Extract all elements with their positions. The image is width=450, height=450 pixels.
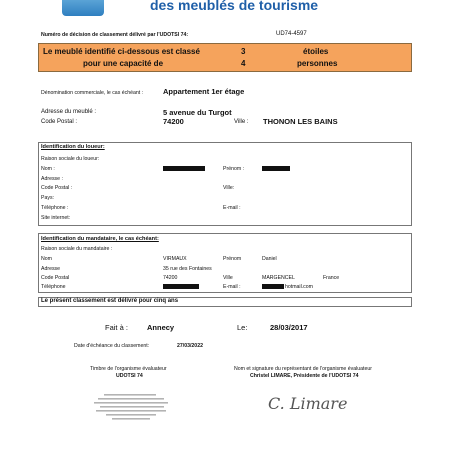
loueur-pays-label: Pays:	[41, 195, 54, 201]
mandataire-pays-value: France	[323, 275, 340, 281]
stamp-line	[106, 414, 156, 416]
stamp-lines	[94, 394, 168, 420]
loueur-prenom-redacted	[262, 166, 290, 171]
stamp-line	[98, 398, 164, 400]
loueur-cp-label: Code Postal :	[41, 185, 73, 191]
denomination-label: Dénomination commerciale, le cas échéant :	[41, 90, 144, 96]
loueur-nom-label: Nom :	[41, 166, 55, 172]
stamp-line	[112, 418, 150, 420]
official-stamp	[76, 392, 196, 426]
classement-capacity-unit: personnes	[297, 59, 338, 68]
decision-label: Numéro de décision de classement délivré par l'UDOTSI 74:	[41, 32, 189, 38]
udotsi-logo	[62, 0, 104, 16]
cp-meuble-value: 74200	[163, 117, 184, 126]
stamp-line	[100, 406, 164, 408]
stamp-line	[94, 402, 168, 404]
ville-meuble-value: THONON LES BAINS	[263, 117, 338, 126]
timbre-org: UDOTSI 74	[116, 373, 143, 379]
classement-capacity-value: 4	[241, 59, 246, 68]
classement-stars-unit: étoiles	[303, 47, 329, 56]
fait-date-label: Le:	[237, 323, 248, 332]
classement-line2: pour une capacité de	[83, 59, 164, 68]
loueur-site-label: Site internet:	[41, 215, 71, 221]
denomination-value: Appartement 1er étage	[163, 87, 245, 96]
classement-band	[38, 43, 412, 72]
mandataire-tel-redacted	[163, 284, 199, 289]
fait-lieu: Annecy	[147, 323, 175, 332]
decision-value: UD74-4597	[276, 31, 307, 37]
timbre-label: Timbre de l'organisme évaluateur	[90, 366, 167, 372]
mandataire-tel-label: Téléphone	[41, 284, 66, 290]
mandataire-email-label: E-mail :	[223, 284, 241, 290]
representant-label: Nom et signature du représentant de l'organisme évaluateur	[234, 366, 372, 372]
mandataire-email-domain: hotmail.com	[285, 284, 313, 290]
mandataire-ville-value: MARGENCEL	[262, 275, 295, 281]
loueur-prenom-label: Prénom :	[223, 166, 245, 172]
mandataire-nom-label: Nom	[41, 256, 52, 262]
loueur-email-label: E-mail :	[223, 205, 241, 211]
classement-line1: Le meublé identifié ci-dessous est classé	[43, 47, 200, 56]
fait-label: Fait à :	[105, 323, 128, 332]
representant-name: Christel LIMARE, Présidente de l'UDOTSI 74	[250, 373, 359, 379]
adresse-meuble-value: 5 avenue du Turgot	[163, 108, 232, 117]
mandataire-prenom-value: Daniel	[262, 256, 277, 262]
mandataire-raison-label: Raison sociale du mandataire :	[41, 246, 113, 252]
stamp-line	[96, 410, 166, 412]
mandataire-ville-label: Ville	[223, 275, 233, 281]
header-title: des meublés de tourisme	[150, 0, 319, 13]
handwritten-signature: C. Limare	[268, 394, 348, 413]
classement-stars-value: 3	[241, 47, 246, 56]
loueur-tel-label: Téléphone :	[41, 205, 69, 211]
mandataire-prenom-label: Prénom	[223, 256, 242, 262]
cp-meuble-label: Code Postal :	[41, 119, 78, 125]
adresse-meuble-label: Adresse du meublé :	[41, 109, 97, 115]
stamp-line	[104, 394, 156, 396]
loueur-title: Identification du loueur:	[41, 144, 105, 150]
loueur-raison-label: Raison sociale du loueur:	[41, 156, 100, 162]
ville-meuble-label: Ville :	[234, 119, 249, 125]
mandataire-adresse-label: Adresse	[41, 266, 61, 272]
mandataire-nom-value: VIRMAUX	[163, 256, 187, 262]
loueur-adresse-label: Adresse :	[41, 176, 63, 182]
loueur-nom-redacted	[163, 166, 205, 171]
echeance-label: Date d'échéance du classement:	[74, 343, 150, 349]
fait-date: 28/03/2017	[270, 323, 308, 332]
loueur-ville-label: Ville:	[223, 185, 235, 191]
mandataire-title: Identification du mandataire, le cas échéant:	[41, 236, 159, 242]
echeance-value: 27/03/2022	[177, 343, 203, 349]
mandataire-email-redacted	[262, 284, 284, 289]
validite-text: Le présent classement est délivré pour cinq ans	[41, 298, 179, 304]
mandataire-adresse-value: 35 rue des Fontaines	[163, 266, 212, 272]
mandataire-cp-label: Code Postal	[41, 275, 70, 281]
loueur-box	[38, 142, 412, 226]
mandataire-cp-value: 74200	[163, 275, 178, 281]
